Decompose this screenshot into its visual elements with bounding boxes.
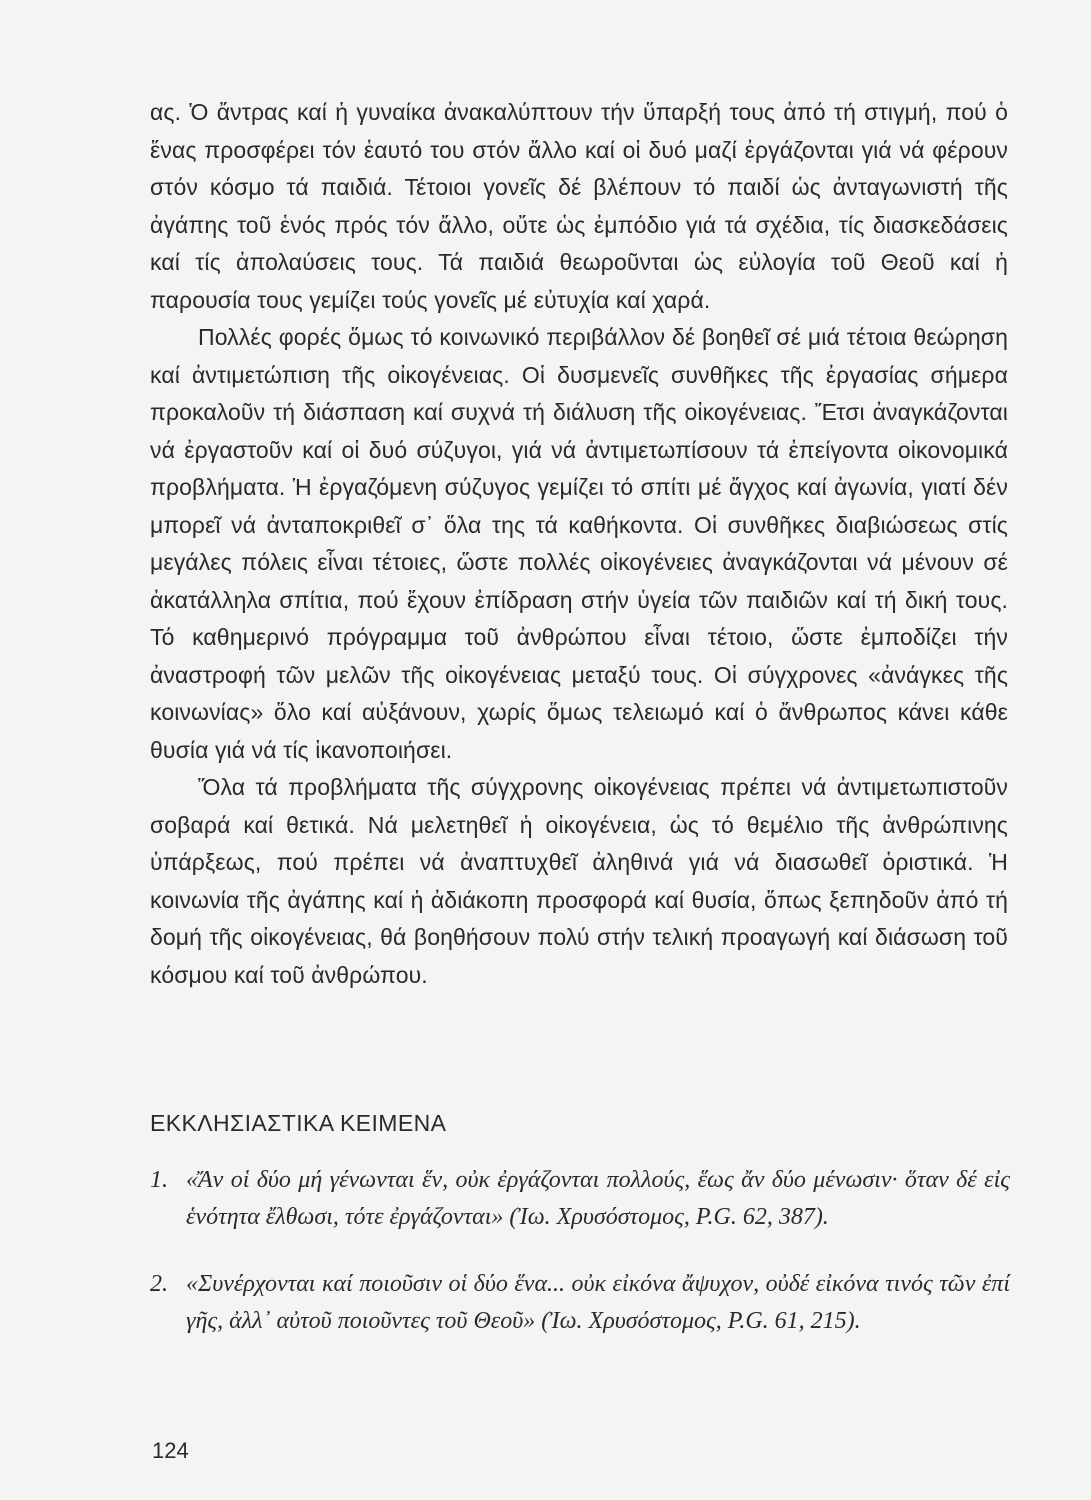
reference-list — [150, 1162, 1010, 1370]
reference-text: «Συνέρχονται καί ποιοῦσιν οἱ δύο ἕνα... οὐκ εἰκόνα ἄψυχον, οὐδέ εἰκόνα τινός τῶν ἐπί γῆς, ἀλλ᾽ αὐτοῦ ποιοῦντες τοῦ Θεοῦ» (Ἰω. Χρυσόστομος, P.G. 61, 215). — [186, 1271, 1010, 1334]
reference-item — [150, 1162, 1010, 1236]
reference-number: 2. — [150, 1271, 168, 1297]
reference-item — [150, 1266, 1010, 1340]
reference-number: 1. — [150, 1167, 168, 1193]
reference-text: «Ἄν οἱ δύο μή γένωνται ἕν, οὐκ ἐργάζονται πολλούς, ἕως ἄν δύο μένωσιν· ὅταν δέ εἰς ἑνότητα ἔλθωσι, τότε ἐργάζονται» (Ἰω. Χρυσόστομος, P.G. 62, 387). — [186, 1167, 1010, 1230]
paragraph: ας. Ὁ ἄντρας καί ἡ γυναίκα ἀνακαλύπτουν τήν ὕπαρξή τους ἀπό τή στιγμή, πού ὁ ἕνας προσφέρει τόν ἑαυτό του στόν ἄλλο καί οἱ δυό μαζί ἐργάζονται γιά νά φέρουν στόν κόσμο τά παιδιά. Τέτοιοι γονεῖς δέ βλέπουν τό παιδί ὡς ἀνταγωνιστή τῆς ἀγάπης τοῦ ἑνός πρός τόν ἄλλο, οὔτε ὡς ἐμπόδιο γιά τά σχέδια, τίς διασκεδάσεις καί τίς ἀπολαύσεις τους. Τά παιδιά θεωροῦνται ὡς εὐλογία τοῦ Θεοῦ καί ἡ παρουσία τους γεμίζει τούς γονεῖς μέ εὐτυχία καί χαρά. — [150, 99, 1008, 313]
paragraph: Ὅλα τά προβλήματα τῆς σύγχρονης οἰκογένειας πρέπει νά ἀντιμετωπιστοῦν σοβαρά καί θετικά. Νά μελετηθεῖ ἡ οἰκογένεια, ὡς τό θεμέλιο τῆς ἀνθρώπινης ὑπάρξεως, πού πρέπει νά ἀναπτυχθεῖ ἀληθινά γιά νά διασωθεῖ ὁριστικά. Ἡ κοινωνία τῆς ἀγάπης καί ἡ ἀδιάκοπη προσφορά καί θυσία, ὅπως ξεπηδοῦν ἀπό τή δομή τῆς οἰκογένειας, θά βοηθήσουν πολύ στήν τελική προαγωγή καί διάσωση τοῦ κόσμου καί τοῦ ἀνθρώπου. — [150, 774, 1008, 988]
paragraph: Πολλές φορές ὅμως τό κοινωνικό περιβάλλον δέ βοηθεῖ σέ μιά τέτοια θεώρηση καί ἀντιμετώπιση τῆς οἰκογένειας. Οἱ δυσμενεῖς συνθῆκες τῆς ἐργασίας σήμερα προκαλοῦν τή διάσπαση καί συχνά τή διάλυση τῆς οἰκογένειας. Ἔτσι ἀναγκάζονται νά ἐργαστοῦν καί οἱ δυό σύζυγοι, γιά νά ἀντιμετωπίσουν τά ἐπείγοντα οἰκονομικά προβλήματα. Ἡ ἐργαζόμενη σύζυγος γεμίζει τό σπίτι μέ ἄγχος καί ἀγωνία, γιατί δέν μπορεῖ νά ἀνταποκριθεῖ σ᾽ ὅλα της τά καθήκοντα. Οἱ συνθῆκες διαβιώσεως στίς μεγάλες πόλεις εἶναι τέτοιες, ὥστε πολλές οἰκογένειες ἀναγκάζονται νά μένουν σέ ἀκατάλληλα σπίτια, πού ἔχουν ἐπίδραση στήν ὑγεία τῶν παιδιῶν καί τή δική τους. Τό καθημερινό πρόγραμμα τοῦ ἀνθρώπου εἶναι τέτοιο, ὥστε ἐμποδίζει τήν ἀναστροφή τῶν μελῶν τῆς οἰκογένειας μεταξύ τους. Οἱ σύγχρονες «ἀνάγκες τῆς κοινωνίας» ὅλο καί αὐξάνουν, χωρίς ὅμως τελειωμό καί ὁ ἄνθρωπος κάνει κάθε θυσία γιά νά τίς ἱκανοποιήσει. — [150, 324, 1008, 763]
section-heading: ΕΚΚΛΗΣΙΑΣΤΙΚΑ ΚΕΙΜΕΝΑ — [150, 1110, 447, 1136]
main-text — [150, 94, 1008, 994]
page-number: 124 — [152, 1438, 189, 1463]
